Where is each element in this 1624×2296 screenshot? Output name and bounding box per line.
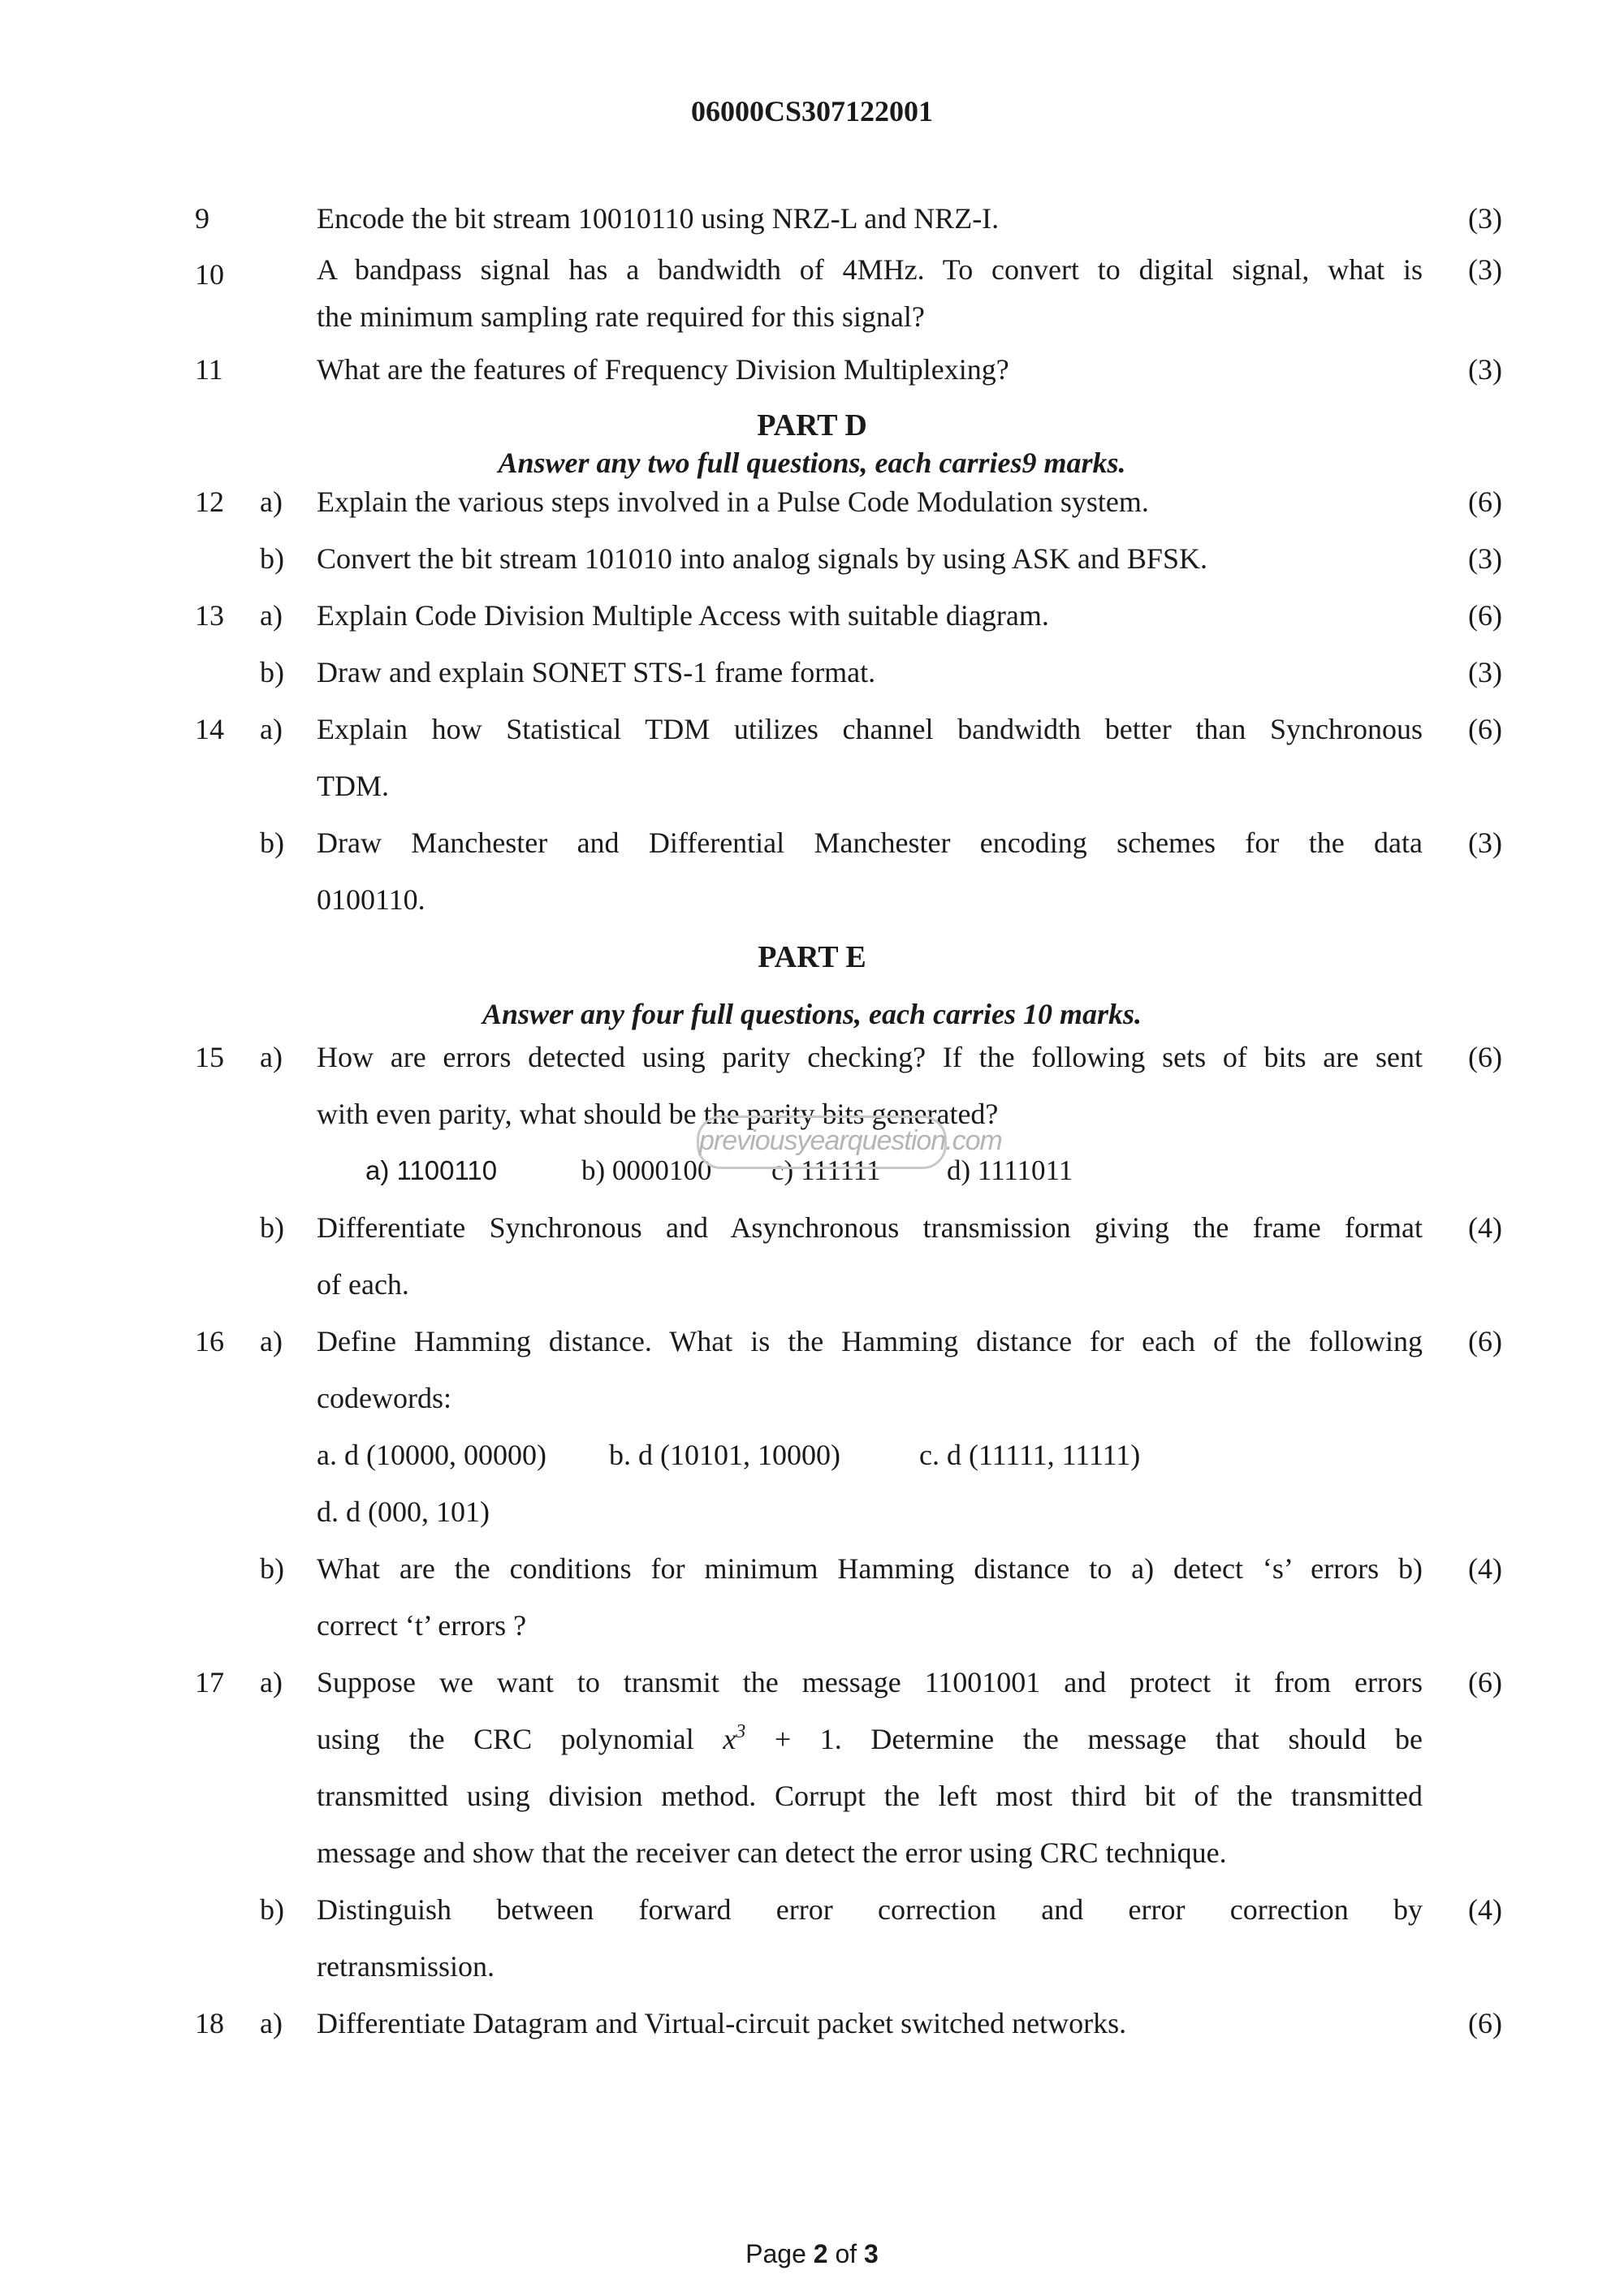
question-number: 12 <box>195 486 224 518</box>
question-marks: (6) <box>1468 2007 1502 2039</box>
question-text: Define Hamming distance. What is the Hamming distance for each of the following codewords: <box>317 1325 1423 1414</box>
question-subpart: b) <box>260 1552 284 1585</box>
question-text: Explain Code Division Multiple Access with suitable diagram. <box>317 599 1049 632</box>
question-marks: (3) <box>1468 353 1502 386</box>
crc-polynomial: $x^3 + 1$ <box>723 1721 835 1755</box>
paper-code: 06000CS307122001 <box>690 95 934 127</box>
question-marks: (6) <box>1468 713 1502 745</box>
hamming-option-c: c. d (11111, 11111) <box>919 1439 1141 1471</box>
part-e-title: PART E <box>758 940 866 974</box>
question-subpart: a) <box>260 1666 283 1698</box>
question-subpart: a) <box>260 2007 283 2039</box>
question-text: A bandpass signal has a bandwidth of 4MHz. To convert to digital signal, what is the minimum sampling rate required for this signal? <box>317 253 1423 333</box>
question-number: 15 <box>195 1041 224 1073</box>
hamming-option-d: d. d (000, 101) <box>317 1495 490 1528</box>
question-text: Draw Manchester and Differential Manchester encoding schemes for the data 0100110. <box>317 826 1423 916</box>
question-text: Suppose we want to transmit the message 11001001 and protect it from errors using the CRC polynomial $x^3 + 1$. Determine the message that should be transmitted using division method. Corrupt the left most third bit of the transmitted message and show that the receiver can detect the error using CRC technique. <box>317 1666 1423 1869</box>
question-subpart: a) <box>260 1325 283 1357</box>
question-text: Differentiate Synchronous and Asynchronous transmission giving the frame format of each. <box>317 1211 1423 1301</box>
crc-line: using the CRC polynomial $x^3 + 1$. Determine the message that should be <box>317 1721 1423 1755</box>
question-marks: (4) <box>1468 1211 1502 1244</box>
question-subpart: b) <box>260 656 284 688</box>
question-subpart: a) <box>260 486 283 518</box>
parity-option-a: a) 1100110 <box>365 1155 498 1185</box>
question-subpart: a) <box>260 713 283 745</box>
question-subpart: a) <box>260 1041 283 1073</box>
question-text: Convert the bit stream 101010 into analog signals by using ASK and BFSK. <box>317 542 1207 575</box>
page-footer: Page 2 of 3 <box>745 2239 879 2268</box>
question-text: Explain the various steps involved in a Pulse Code Modulation system. <box>317 486 1149 518</box>
question-marks: (6) <box>1468 1325 1502 1357</box>
question-subpart: b) <box>260 1893 284 1926</box>
question-marks: (3) <box>1468 826 1502 859</box>
question-number: 17 <box>195 1666 224 1698</box>
question-number: 16 <box>195 1325 224 1357</box>
question-marks: (6) <box>1468 1666 1502 1698</box>
question-number: 9 <box>195 202 209 235</box>
question-subpart: b) <box>260 542 284 575</box>
question-marks: (6) <box>1468 486 1502 518</box>
parity-option-b: b) 0000100 <box>581 1154 712 1186</box>
part-e-instruction: Answer any four full questions, each carries 10 marks. <box>482 998 1142 1030</box>
question-text: Explain how Statistical TDM utilizes channel bandwidth better than Synchronous TDM. <box>317 713 1423 802</box>
question-number: 10 <box>195 258 224 291</box>
hamming-option-b: b. d (10101, 10000) <box>609 1439 840 1471</box>
question-number: 14 <box>195 713 224 745</box>
question-marks: (3) <box>1468 542 1502 575</box>
question-text: What are the conditions for minimum Hamming distance to a) detect ‘s’ errors b) correct ‘t’ errors ? <box>317 1552 1423 1642</box>
question-number: 18 <box>195 2007 224 2039</box>
part-d-title: PART D <box>757 408 867 442</box>
total-pages: 3 <box>864 2239 879 2268</box>
question-text: Distinguish between forward error correction and error correction by retransmission. <box>317 1893 1423 1983</box>
question-text: Draw and explain SONET STS-1 frame format. <box>317 656 876 688</box>
question-subpart: b) <box>260 826 284 859</box>
watermark: previousyearquestion.com <box>697 1116 947 1169</box>
page-number: 2 <box>813 2239 828 2268</box>
question-subpart: a) <box>260 599 283 632</box>
parity-option-c: c) 111111 <box>771 1154 881 1186</box>
question-text: How are errors detected using parity checking? If the following sets of bits are sent with even parity, what should be the parity bits generated? <box>317 1041 1423 1130</box>
question-number: 11 <box>195 353 223 386</box>
question-marks: (4) <box>1468 1893 1502 1926</box>
question-marks: (6) <box>1468 599 1502 632</box>
question-marks: (3) <box>1468 253 1502 286</box>
question-number: 13 <box>195 599 224 632</box>
question-text: What are the features of Frequency Division Multiplexing? <box>317 353 1009 386</box>
question-marks: (6) <box>1468 1041 1502 1073</box>
question-marks: (3) <box>1468 202 1502 235</box>
hamming-option-a: a. d (10000, 00000) <box>317 1439 546 1471</box>
part-d-instruction: Answer any two full questions, each carries9 marks. <box>498 447 1126 479</box>
question-marks: (4) <box>1468 1552 1502 1585</box>
question-text: Differentiate Datagram and Virtual-circuit packet switched networks. <box>317 2007 1127 2039</box>
question-marks: (3) <box>1468 656 1502 688</box>
question-text: Encode the bit stream 10010110 using NRZ-L and NRZ-I. <box>317 202 1000 235</box>
parity-option-d: d) 1111011 <box>947 1154 1073 1186</box>
question-subpart: b) <box>260 1211 284 1244</box>
